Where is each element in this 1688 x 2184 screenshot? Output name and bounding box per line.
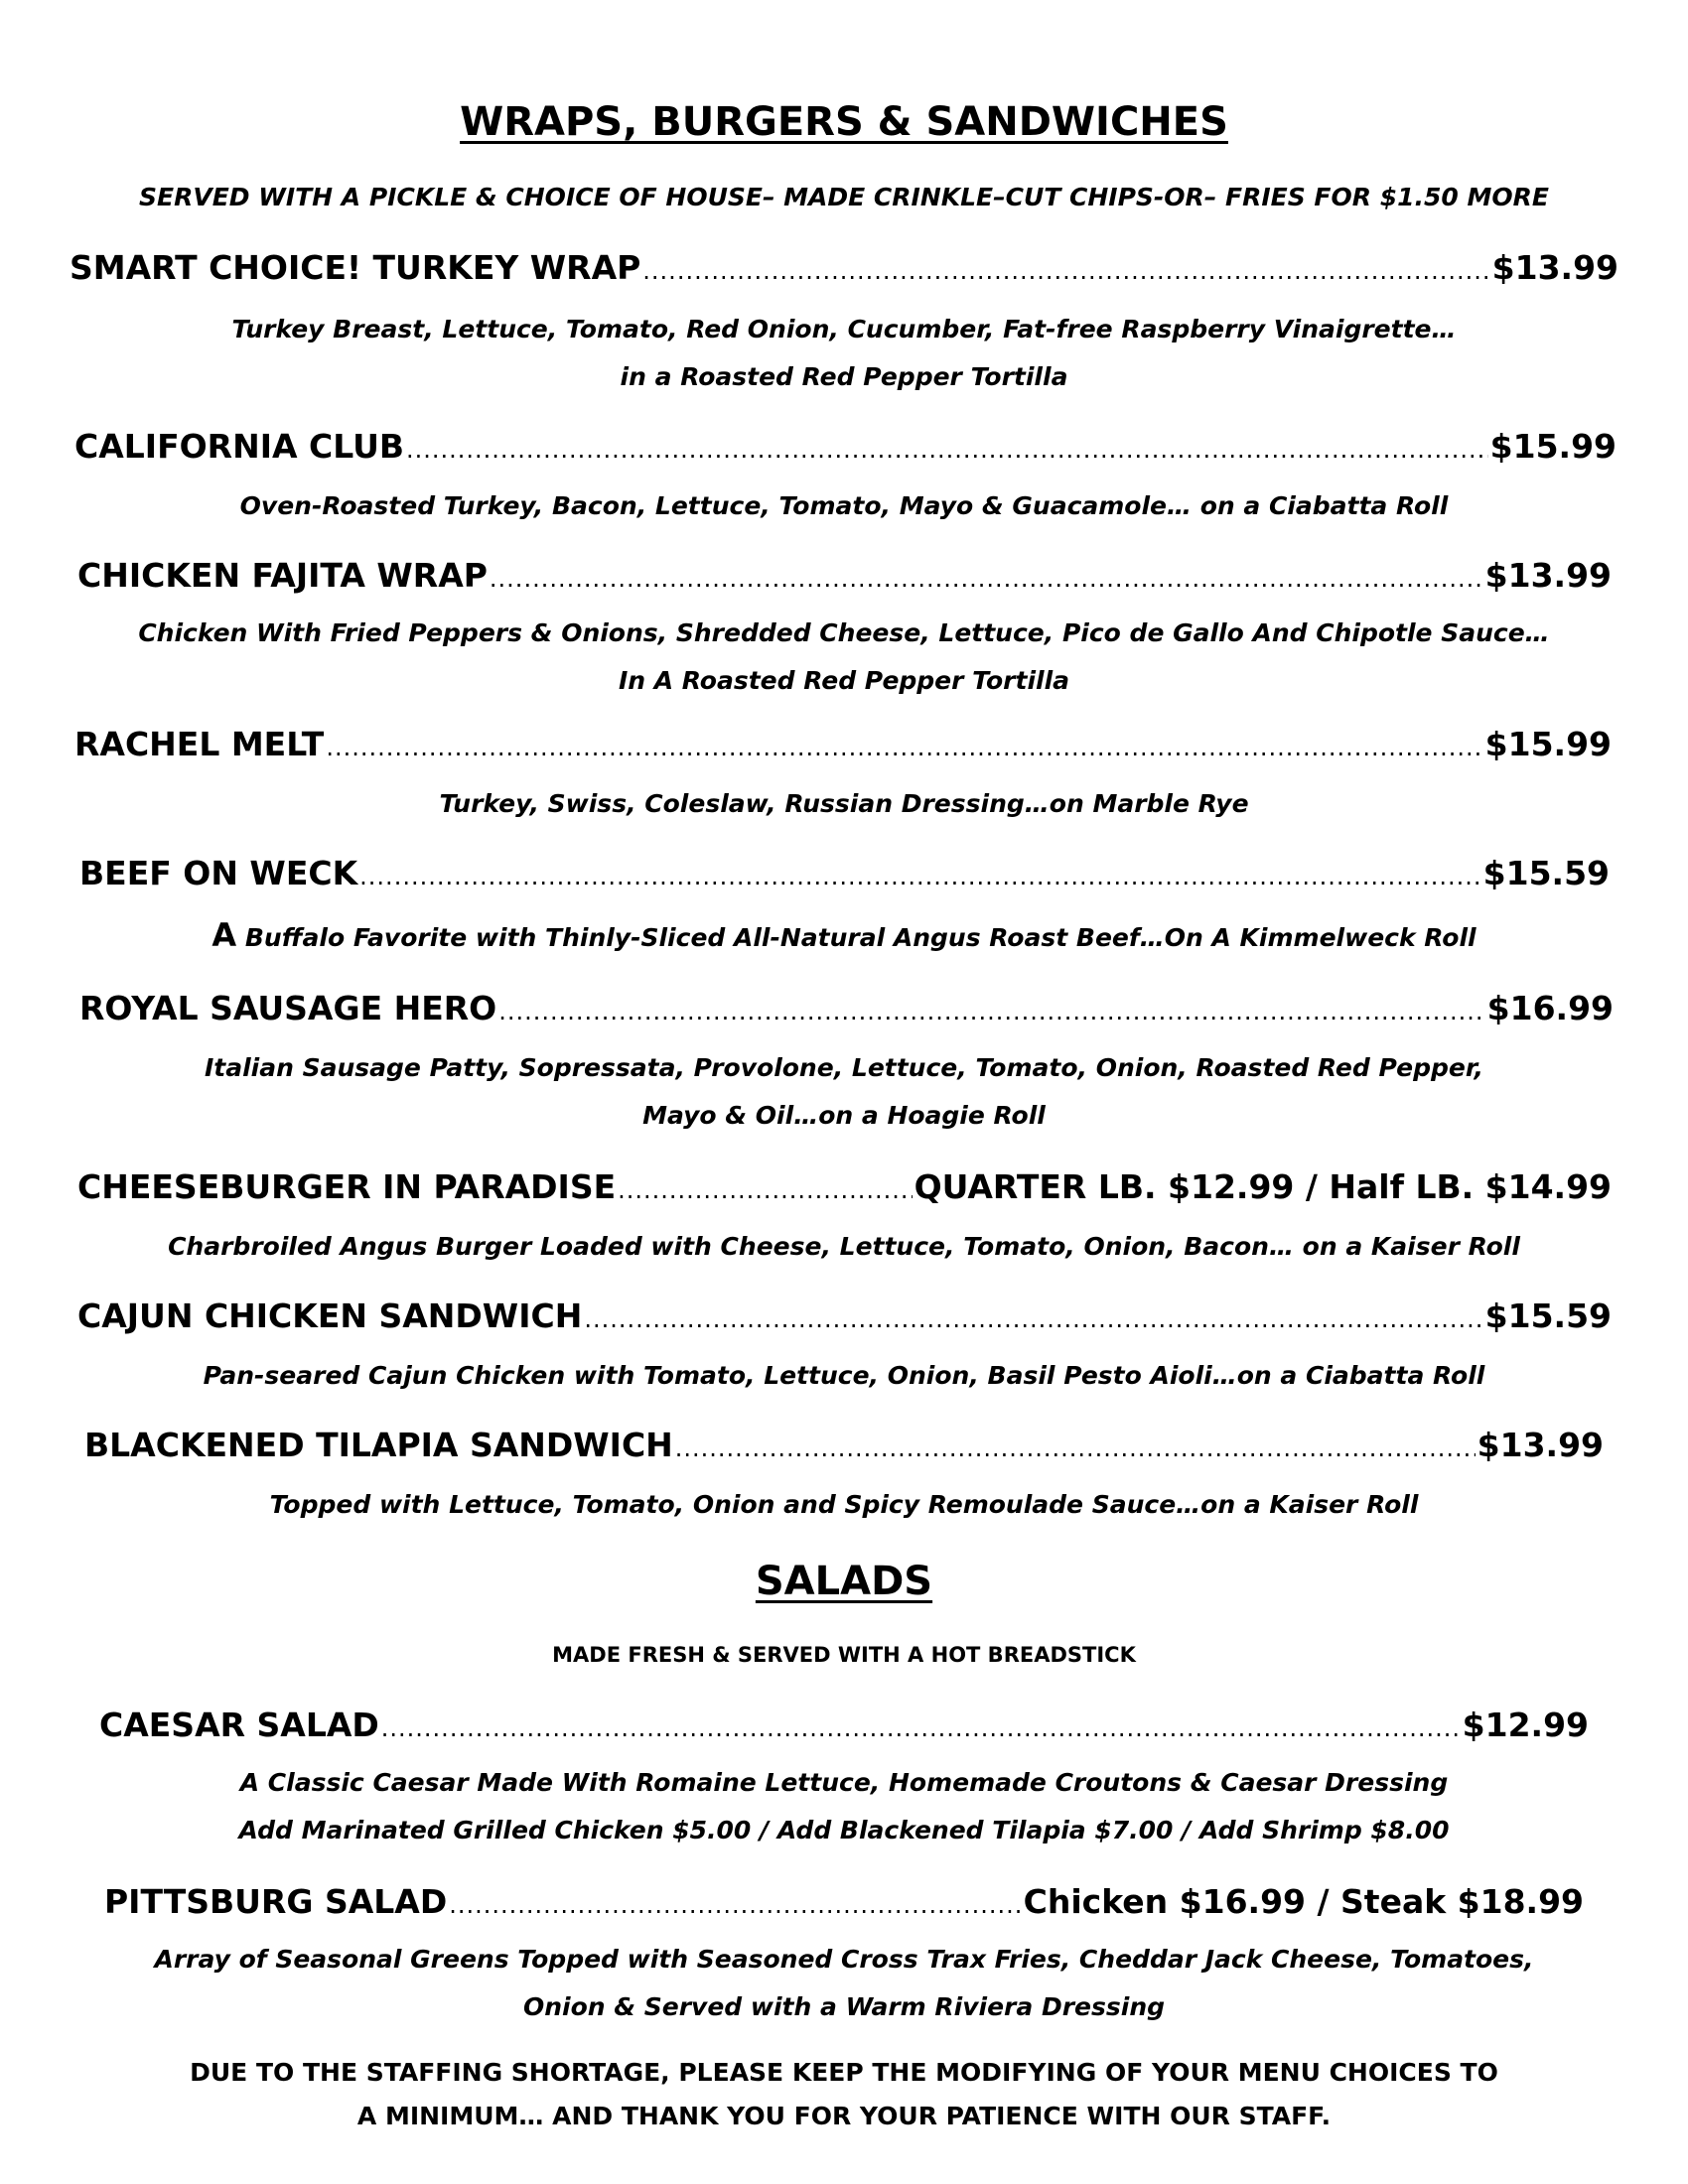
- item-description-line: Turkey Breast, Lettuce, Tomato, Red Onion, Cucumber, Fat-free Raspberry Vinaigrette…: [231, 315, 1457, 343]
- section-subtitle-salads: MADE FRESH & SERVED WITH A HOT BREADSTICK: [552, 1643, 1136, 1667]
- item-price: $15.59: [1482, 854, 1610, 892]
- item-description-line: Mayo & Oil…on a Hoagie Roll: [642, 1101, 1046, 1130]
- item-price: $12.99: [1462, 1706, 1589, 1744]
- item-description: [0, 911, 1688, 962]
- item-price: $13.99: [1484, 556, 1612, 595]
- section-subtitle-sandwiches: SERVED WITH A PICKLE & CHOICE OF HOUSE– MADE CRINKLE–CUT CHIPS-OR– FRIES FOR $1.50 MORE: [139, 183, 1549, 211]
- item-description: [0, 1759, 1688, 1854]
- description-lead-letter: A: [211, 916, 237, 954]
- menu-item-beef-on-weck: [79, 854, 1610, 892]
- item-name: SMART CHOICE! TURKEY WRAP: [70, 248, 641, 287]
- item-description: [0, 1352, 1688, 1400]
- dot-leader: [326, 734, 1482, 761]
- item-description-line: In A Roasted Red Pepper Tortilla: [618, 666, 1070, 695]
- notice-line: DUE TO THE STAFFING SHORTAGE, PLEASE KEEP THE MODIFYING OF YOUR MENU CHOICES TO: [190, 2058, 1498, 2087]
- dot-leader: [584, 1305, 1482, 1333]
- dot-leader: [675, 1434, 1476, 1462]
- menu-item-chicken-fajita-wrap: [77, 556, 1612, 595]
- item-price: $15.99: [1484, 725, 1612, 763]
- dot-leader: [406, 436, 1488, 464]
- item-description: [0, 610, 1688, 705]
- staffing-notice: [0, 2051, 1688, 2138]
- menu-item-turkey-wrap: [70, 248, 1618, 287]
- menu-item-rachel-melt: [74, 725, 1612, 763]
- item-description-line: Onion & Served with a Warm Riviera Dressing: [522, 1992, 1166, 2021]
- item-description-line: [0, 911, 1688, 962]
- menu-item-cheeseburger-in-paradise: [77, 1167, 1612, 1206]
- menu-item-royal-sausage-hero: [79, 989, 1614, 1027]
- item-price: $16.99: [1486, 989, 1614, 1027]
- item-description: [0, 1223, 1688, 1271]
- dot-leader: [642, 257, 1489, 285]
- item-description-line: Italian Sausage Patty, Sopressata, Provolone, Lettuce, Tomato, Onion, Roasted Red Pepper,: [204, 1053, 1483, 1082]
- item-name: CALIFORNIA CLUB: [74, 427, 405, 466]
- item-price: QUARTER LB. $12.99 / Half LB. $14.99: [914, 1167, 1612, 1206]
- item-name: CHEESEBURGER IN PARADISE: [77, 1167, 617, 1206]
- item-name: CAJUN CHICKEN SANDWICH: [77, 1297, 583, 1335]
- dot-leader: [381, 1714, 1461, 1742]
- notice-line: A MINIMUM… AND THANK YOU FOR YOUR PATIENCE WITH OUR STAFF.: [356, 2102, 1332, 2130]
- section-title-salads: SALADS: [755, 1559, 933, 1604]
- description-text: Buffalo Favorite with Thinly-Sliced All-Natural Angus Roast Beef…On A Kimmelweck Roll: [244, 923, 1477, 952]
- item-description: [0, 1481, 1688, 1529]
- dot-leader: [449, 1891, 1021, 1919]
- item-description-line: Turkey, Swiss, Coleslaw, Russian Dressing…on Marble Rye: [439, 789, 1249, 818]
- item-description-line: Topped with Lettuce, Tomato, Onion and Spicy Remoulade Sauce…on a Kaiser Roll: [269, 1490, 1419, 1519]
- item-price: $15.59: [1484, 1297, 1612, 1335]
- menu-item-cajun-chicken-sandwich: [77, 1297, 1612, 1335]
- item-description-line: Charbroiled Angus Burger Loaded with Cheese, Lettuce, Tomato, Onion, Bacon… on a Kaiser Roll: [168, 1232, 1520, 1261]
- item-description-line: Chicken With Fried Peppers & Onions, Shredded Cheese, Lettuce, Pico de Gallo And Chipotle Sauce…: [138, 618, 1550, 647]
- item-description-line: A Classic Caesar Made With Romaine Lettuce, Homemade Croutons & Caesar Dressing: [239, 1768, 1449, 1797]
- item-description-line: Add Marinated Grilled Chicken $5.00 / Add Blackened Tilapia $7.00 / Add Shrimp $8.00: [238, 1816, 1450, 1844]
- item-price: $15.99: [1489, 427, 1617, 466]
- section-title-sandwiches: WRAPS, BURGERS & SANDWICHES: [460, 99, 1228, 145]
- item-description-line: in a Roasted Red Pepper Tortilla: [620, 362, 1068, 391]
- item-description: [0, 306, 1688, 401]
- item-name: BEEF ON WECK: [79, 854, 358, 892]
- item-description: [0, 780, 1688, 828]
- item-name: BLACKENED TILAPIA SANDWICH: [84, 1426, 673, 1464]
- menu-item-pittsburg-salad: [104, 1882, 1584, 1921]
- item-description: [0, 1936, 1688, 2031]
- dot-leader: [359, 863, 1480, 890]
- item-name: RACHEL MELT: [74, 725, 325, 763]
- item-name: CHICKEN FAJITA WRAP: [77, 556, 488, 595]
- item-price: $13.99: [1491, 248, 1618, 287]
- item-price: $13.99: [1477, 1426, 1604, 1464]
- dot-leader: [618, 1176, 912, 1204]
- item-description-line: Pan-seared Cajun Chicken with Tomato, Lettuce, Onion, Basil Pesto Aioli…on a Ciabatta Roll: [203, 1361, 1485, 1390]
- item-price: Chicken $16.99 / Steak $18.99: [1023, 1882, 1584, 1921]
- item-description: [0, 482, 1688, 530]
- item-name: ROYAL SAUSAGE HERO: [79, 989, 497, 1027]
- item-description-line: Oven-Roasted Turkey, Bacon, Lettuce, Tomato, Mayo & Guacamole… on a Ciabatta Roll: [239, 491, 1449, 520]
- item-description-line: Array of Seasonal Greens Topped with Seasoned Cross Trax Fries, Cheddar Jack Cheese, Tomatoes,: [154, 1945, 1534, 1974]
- menu-item-blackened-tilapia-sandwich: [84, 1426, 1604, 1464]
- item-name: CAESAR SALAD: [99, 1706, 379, 1744]
- dot-leader: [498, 998, 1484, 1025]
- item-description: [0, 1044, 1688, 1140]
- menu-item-caesar-salad: [99, 1706, 1589, 1744]
- dot-leader: [490, 565, 1483, 593]
- menu-item-california-club: [74, 427, 1617, 466]
- item-name: PITTSBURG SALAD: [104, 1882, 448, 1921]
